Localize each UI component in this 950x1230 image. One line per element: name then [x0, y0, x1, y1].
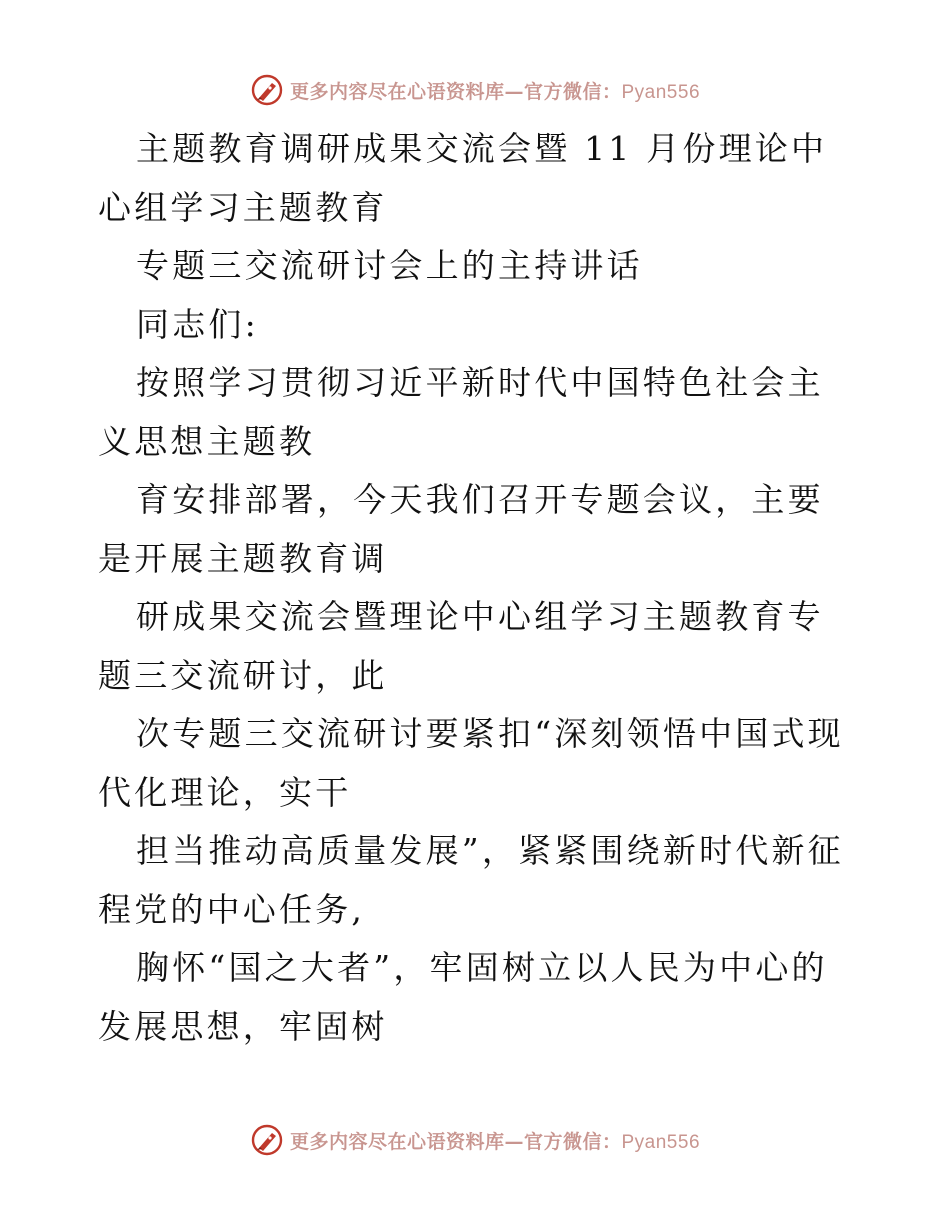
- footer-watermark: [0, 1120, 950, 1160]
- paragraph-title-line-1: 主题教育调研成果交流会暨 11 月份理论中心组学习主题教育: [98, 129, 828, 227]
- paragraph-salutation: 同志们:: [136, 304, 259, 344]
- document-body: [98, 120, 858, 1056]
- pen-nib-logo-icon: [250, 1123, 284, 1157]
- pen-nib-logo-icon: [250, 73, 284, 107]
- header-watermark: [0, 70, 950, 110]
- watermark-main-text: 更多内容尽在心语资料库—官方微信：: [289, 80, 622, 103]
- paragraph-title-line-2: 专题三交流研讨会上的主持讲话: [136, 246, 643, 285]
- watermark-account-id: Pyan556: [621, 1131, 701, 1153]
- paragraph-body: 研成果交流会暨理论中心组学习主题教育专题三交流研讨，此: [98, 597, 824, 695]
- paragraph-body: 胸怀“国之大者”，牢固树立以人民为中心的发展思想，牢固树: [98, 948, 828, 1046]
- paragraph-body: 担当推动高质量发展”，紧紧围绕新时代新征程党的中心任务,: [98, 831, 844, 929]
- paragraph-body: 次专题三交流研讨要紧扣“深刻领悟中国式现代化理论，实干: [98, 714, 844, 812]
- watermark-main-text: 更多内容尽在心语资料库—官方微信：: [289, 1130, 622, 1153]
- watermark-account-id: Pyan556: [621, 81, 701, 103]
- paragraph-body: 育安排部署，今天我们召开专题会议，主要是开展主题教育调: [98, 480, 824, 578]
- paragraph-body: 按照学习贯彻习近平新时代中国特色社会主义思想主题教: [98, 363, 824, 461]
